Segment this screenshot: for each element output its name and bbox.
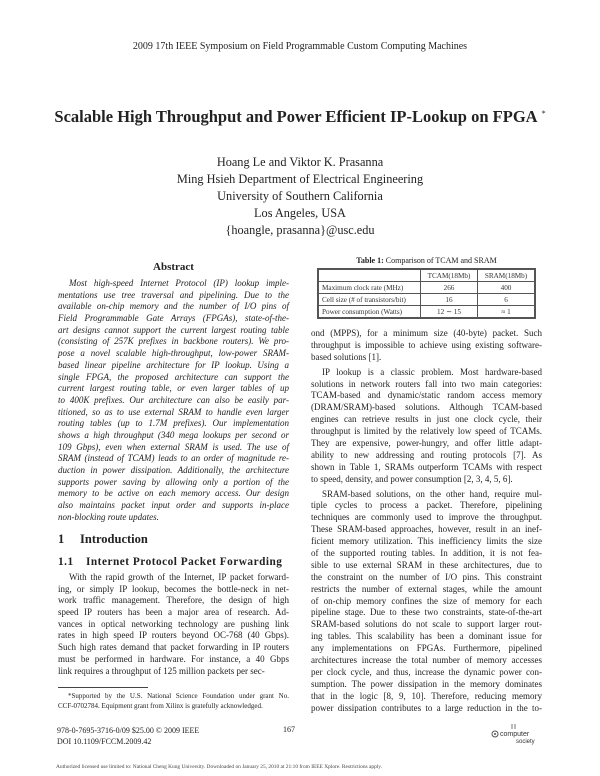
abstract-body	[58, 278, 289, 526]
text-line: art designs cannot support the current largest routing table	[58, 324, 289, 335]
text-line: link requires a throughput of 125 million packets per sec-	[58, 665, 265, 676]
table-row	[319, 282, 535, 294]
text-line: of on-chip memory confines the size of memory for each	[311, 595, 542, 606]
title-footnote-mark: *	[541, 109, 546, 118]
author-university: University of Southern California	[217, 189, 383, 203]
text-line: shown in Table 1, SRAMs outperform TCAMs with respect	[311, 461, 542, 472]
doi-line: DOI 10.1109/FCCM.2009.42	[57, 737, 152, 746]
text-line: (DRAM/SRAM)-based solutions. Although TCAM-based	[311, 402, 542, 413]
table-cell: Maximum clock rate (MHz)	[319, 282, 421, 294]
table-cell: 400	[478, 282, 535, 294]
text-line: throughput is impossible to achieve using existing software-	[311, 339, 542, 350]
text-line: restricts the number of external stages, while the amount	[311, 583, 542, 594]
paragraph	[311, 328, 542, 364]
paragraph	[311, 489, 542, 715]
author-names: Hoang Le and Viktor K. Prasanna	[216, 155, 384, 169]
subsection-title: Internet Protocol Packet Forwarding	[86, 556, 283, 568]
text-line: current largest routing table, or even larger tables of up	[58, 383, 289, 394]
table-cell: Power consumption (Watts)	[319, 306, 421, 318]
text-line: mentations use tree traversal and pipelining. Due to the	[58, 289, 289, 300]
intro-body	[58, 572, 289, 680]
page-number: 167	[283, 725, 295, 734]
publication-info	[57, 725, 199, 747]
text-line: rates in high speed IP routers beyond OC-768 (40 Gbps).	[58, 630, 289, 641]
author-department: Ming Hsieh Department of Electrical Engineering	[176, 172, 424, 186]
text-line: Most high-speed Internet Protocol (IP) lookup imple-	[69, 278, 289, 288]
text-line: (consisting of 257K prefixes in backbone routers). We pro-	[58, 336, 289, 347]
text-line: work traffic management. Therefore, the design of high	[58, 595, 289, 606]
footnote-line: CCF-0702784. Equipment grant from Xilinx is gratefully acknowledged.	[58, 701, 263, 710]
text-line: duction in power dissipation. Additionally, the architecture	[58, 465, 289, 475]
section-heading-introduction	[58, 532, 148, 547]
text-line: single FPGA, the proposed architecture can support the	[58, 371, 289, 382]
paragraph	[311, 367, 542, 486]
table-row	[319, 306, 535, 318]
table-header-cell	[319, 270, 421, 282]
text-line: architectures increase the total number of memory accesses	[311, 655, 542, 666]
text-line: ing tables. This scalability has been a dominant issue for	[311, 631, 542, 642]
text-line: vances in optical networking technology are pushing link	[58, 618, 289, 629]
text-line: to 400K prefixes. Our architecture can also be easily par-	[58, 394, 289, 405]
title-text: Scalable High Throughput and Power Efficient IP-Lookup on FPGA	[54, 107, 538, 126]
table-header-row	[319, 270, 535, 282]
text-line: They are expensive, power-hungry, and offer little adapt-	[311, 438, 542, 449]
text-line: based linear pipeline architecture for IP lookup. Using a	[58, 359, 289, 370]
text-line: engines can retrieve results in just one clock cycle, their	[311, 414, 542, 425]
right-column-body	[311, 328, 542, 718]
text-line: SRAM-based solutions do not scale to support larger rout-	[311, 619, 542, 630]
text-line: Such high rates demand that packet forwarding in IP routers	[58, 642, 289, 653]
text-line: With the rapid growth of the Internet, IP packet forward-	[69, 572, 289, 582]
text-line: routing tables (up to 1.7M prefixes). Our implementation	[58, 418, 289, 429]
text-line: titioned, so as to use external SRAM to handle even larger	[58, 406, 289, 417]
author-email: {hoangle, prasanna}@usc.edu	[225, 223, 375, 237]
table-header-cell: TCAM(18Mb)	[421, 270, 478, 282]
text-line: techniques are commonly used to improve the throughput.	[311, 512, 542, 523]
svg-text:society: society	[516, 739, 535, 745]
text-line: that in the logic [8, 9, 10]. Therefore, reducing memory	[311, 690, 542, 701]
text-line: pose a novel scalable high-throughput, low-power SRAM-	[58, 348, 289, 359]
text-line: any implementations on FPGAs. Furthermore, pipelined	[311, 643, 542, 654]
text-line: ficient memory utilization. This inefficiency limits the size	[311, 536, 542, 547]
text-line: throughput is limited by the relatively low speed of TCAMs.	[311, 426, 542, 437]
text-line: to speed, density, and power consumption [2, 3, 4, 5, 6].	[311, 473, 513, 484]
table-cell: 12 ∼ 15	[421, 306, 478, 318]
text-line: TCAM-based and dynamic/static random access memory	[311, 390, 542, 401]
text-line: solutions in network routers fall into two main categories:	[311, 378, 542, 389]
subsection-number: 1.1	[58, 556, 74, 568]
isbn-line: 978-0-7695-3716-0/09 $25.00 © 2009 IEEE	[57, 726, 200, 735]
text-line: shows a high throughput (340 mega lookups per second or	[58, 429, 289, 440]
table-cell: 16	[421, 294, 478, 306]
computer-society-logo-icon	[490, 722, 550, 746]
text-line: ing, or simply IP lookup, becomes the bottle-neck in net-	[58, 583, 289, 594]
comparison-table	[318, 269, 535, 318]
text-line: available on-chip memory and the number of I/O pins of	[58, 301, 289, 312]
text-line: SRAM-based solutions, on the other hand, require mul-	[322, 488, 542, 499]
text-line: tiple cycles to process a packet. Therefore, pipelining	[311, 500, 542, 511]
table-cell: ≈ 1	[478, 306, 535, 318]
abstract-heading: Abstract	[153, 261, 194, 273]
table-caption	[311, 256, 542, 265]
author-location: Los Angeles, USA	[254, 206, 346, 220]
text-line: 109 Gbps), even when external SRAM is used. The use of	[58, 441, 289, 452]
subsection-heading	[58, 556, 282, 568]
table-header-cell: SRAM(18Mb)	[478, 270, 535, 282]
svg-text:computer: computer	[500, 731, 530, 738]
text-line: also maintains packet input order and supports in-place	[58, 500, 289, 511]
text-line: ability to new addressing and routing protocols [7]. As	[311, 449, 542, 460]
conference-header: 2009 17th IEEE Symposium on Field Programmable Custom Computing Machines	[132, 41, 468, 52]
section-number: 1	[58, 532, 65, 546]
text-line: supports power saving by allowing only a portion of the	[58, 476, 289, 487]
text-line: based solutions [1].	[311, 351, 382, 362]
text-line: memory to be active on each memory access. Our design	[58, 488, 289, 499]
text-line: SRAM (instead of TCAM) leads to an order of magnitude re-	[58, 453, 289, 464]
authorization-notice: Authorized licensed use limited to: National Cheng Kung University. Downloaded on January 25, 2010 at 21:10 from IEEE Xplore. Restrictions apply.	[56, 764, 382, 770]
footnote-line: *Supported by the U.S. National Science Foundation under grant No.	[68, 692, 289, 700]
text-line: speed IP routers has been a major area of research. Ad-	[58, 607, 289, 618]
paragraph	[58, 572, 289, 677]
table-caption-text: Comparison of TCAM and SRAM	[385, 256, 497, 265]
text-line: power dissipation contributes to a large reduction in the to-	[311, 702, 542, 713]
text-line: sumption. The power dissipation in the memory dominates	[311, 678, 542, 689]
text-line: pipeline stage. Due to these two constraints, state-of-the-art	[311, 607, 542, 618]
table-row	[319, 294, 535, 306]
text-line: ond (MPPS), for a minimum size (40-byte) packet. Such	[311, 328, 542, 338]
author-block	[0, 154, 600, 239]
table-cell: 6	[478, 294, 535, 306]
text-line: of the supported routing tables. In addition, it is not fea-	[311, 548, 542, 559]
text-line: the constraint on the number of I/O pins. This constraint	[311, 571, 542, 582]
paper-title	[0, 107, 600, 127]
table-cell: Cell size (# of transistors/bit)	[319, 294, 421, 306]
paragraph	[58, 278, 289, 523]
text-line: These SRAM-based approaches, however, result in an inef-	[311, 524, 542, 535]
text-line: per clock cycle, and thus, increase the dynamic power con-	[311, 666, 542, 677]
text-line: sible to use external SRAM in these architectures, due to	[311, 559, 542, 570]
footnote	[58, 692, 289, 711]
computer-society-logo	[490, 722, 550, 746]
text-line: IP lookup is a classic problem. Most hardware-based	[322, 366, 542, 377]
text-line: must be performed in hardware. For instance, a 40 Gbps	[58, 653, 289, 664]
section-title: Introduction	[80, 532, 148, 546]
table-caption-label: Table 1:	[356, 256, 384, 265]
text-line: non-blocking route updates.	[58, 511, 159, 522]
footnote-divider	[58, 687, 148, 688]
text-line: Field Programmable Gate Arrays (FPGAs), state-of-the-	[58, 313, 289, 324]
table-cell: 266	[421, 282, 478, 294]
